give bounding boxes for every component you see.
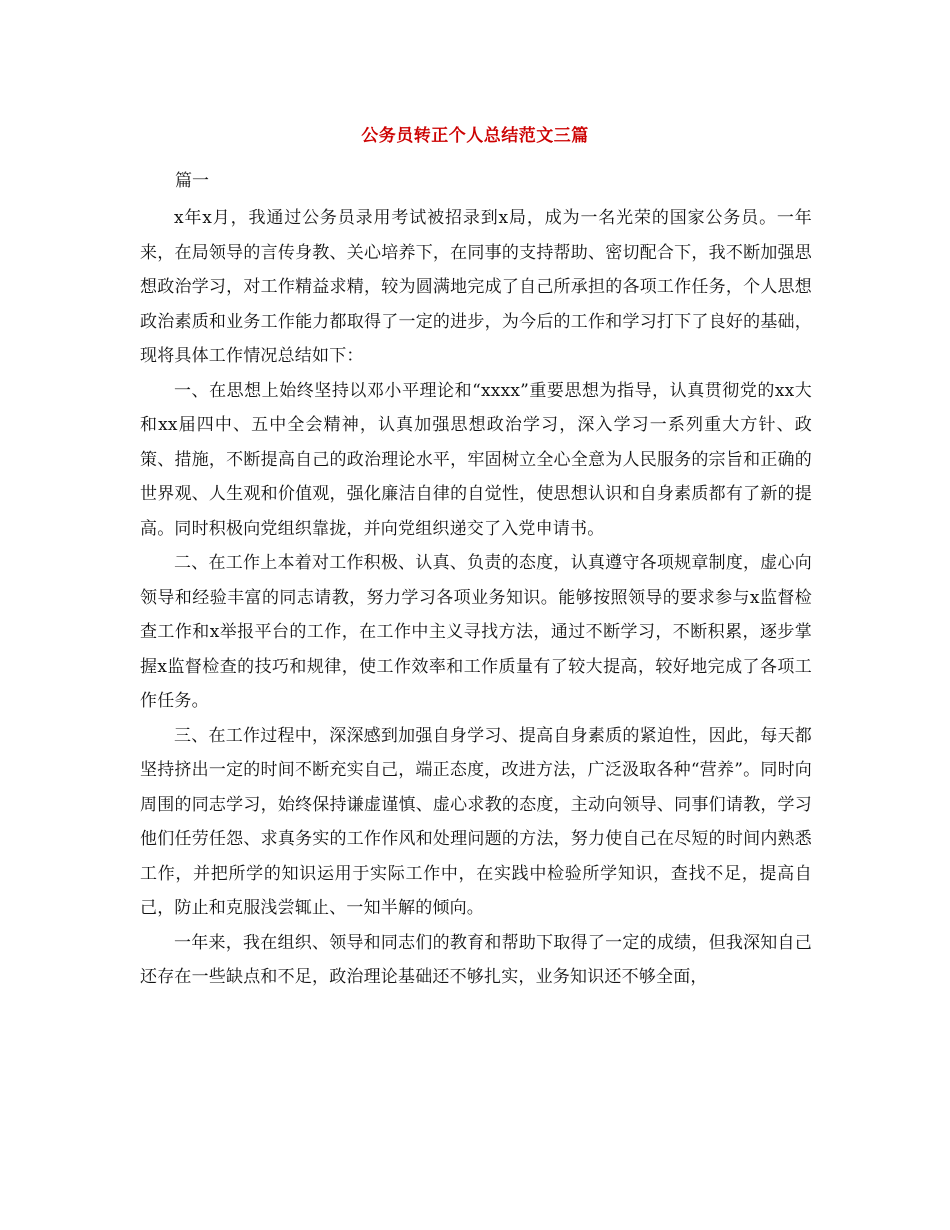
document-body (140, 201, 812, 995)
section-heading: 篇一 (175, 171, 209, 191)
paragraph-intro: x年x月，我通过公务员录用考试被招录到x局，成为一名光荣的国家公务员。一年来，在局领导的言传身教、关心培养下，在同事的支持帮助、密切配合下，我不断加强思想政治学习，对工作精益求精，较为圆满地完成了自己所承担的各项工作任务，个人思想政治素质和业务工作能力都取得了一定的进步，为今后的工作和学习打下了良好的基础，现将具体工作情况总结如下： (140, 208, 812, 366)
document-title: 公务员转正个人总结范文三篇 (361, 126, 589, 146)
paragraph-ideology: 一、在思想上始终坚持以邓小平理论和“xxxx”重要思想为指导，认真贯彻党的xx大和xx届四中、五中全会精神，认真加强思想政治学习，深入学习一系列重大方针、政策、措施，不断提高自己的政治理论水平，牢固树立全心全意为人民服务的宗旨和正确的世界观、人生观和价值观，强化廉洁自律的自觉性，使思想认识和自身素质都有了新的提高。同时积极向党组织靠拢，并向党组织递交了入党申请书。 (140, 380, 812, 539)
paragraph-summary: 一年来，我在组织、领导和同志们的教育和帮助下取得了一定的成绩，但我深知自己还存在一些缺点和不足，政治理论基础还不够扎实，业务知识还不够全面， (140, 932, 812, 987)
paragraph-work: 二、在工作上本着对工作积极、认真、负责的态度，认真遵守各项规章制度，虚心向领导和经验丰富的同志请教，努力学习各项业务知识。能够按照领导的要求参与x监督检查工作和x举报平台的工作，在工作中主义寻找方法，通过不断学习，不断积累，逐步掌握x监督检查的技巧和规律，使工作效率和工作质量有了较大提高，较好地完成了各项工作任务。 (140, 553, 812, 711)
paragraph-learning: 三、在工作过程中，深深感到加强自身学习、提高自身素质的紧迫性，因此，每天都坚持挤出一定的时间不断充实自己，端正态度，改进方法，广泛汲取各种“营养”。同时向周围的同志学习，始终保持谦虚谨慎、虚心求教的态度，主动向领导、同事们请教，学习他们任劳任怨、求真务实的工作作风和处理问题的方法，努力使自己在尽短的时间内熟悉工作，并把所学的知识运用于实际工作中，在实践中检验所学知识，查找不足，提高自己，防止和克服浅尝辄止、一知半解的倾向。 (140, 725, 812, 918)
